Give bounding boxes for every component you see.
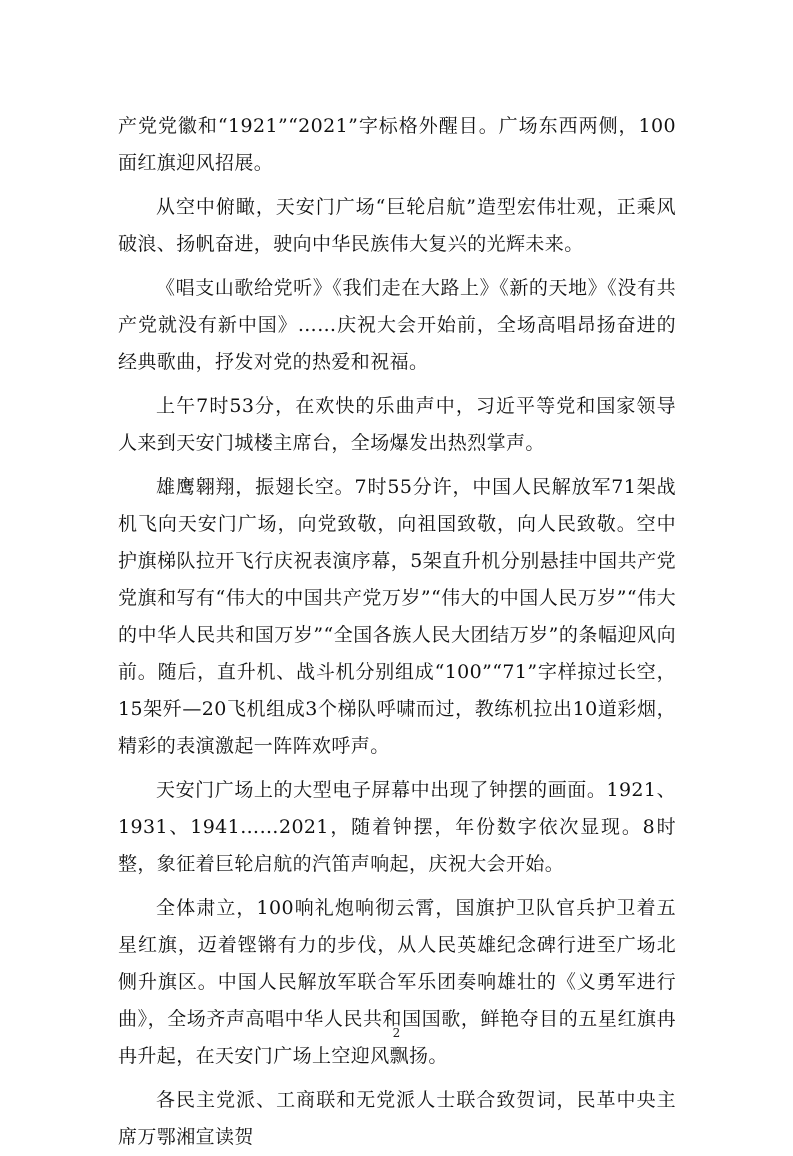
paragraph-aerial-view: 从空中俯瞰，天安门广场“巨轮启航”造型宏伟壮观，正乘风破浪、扬帆奋进，驶向中华民族伟大复兴的光辉未来。 [118,196,676,255]
page-number: 2 [392,1026,401,1040]
document-body [118,108,676,1156]
paragraph-leaders-arrive: 上午7时53分，在欢快的乐曲声中，习近平等党和国家领导人来到天安门城楼主席台，全场爆发出热烈掌声。 [118,395,676,454]
paragraph-songs: 《唱支山歌给党听》《我们走在大路上》《新的天地》《没有共产党就没有新中国》……庆祝大会开始前，全场高唱昂扬奋进的经典歌曲，抒发对党的热爱和祝福。 [118,277,676,373]
paragraph-congratulations: 各民主党派、工商联和无党派人士联合致贺词，民革中央主席万鄂湘宣读贺 [118,1089,676,1148]
paragraph-continuation: 产党党徽和“1921”“2021”字标格外醒目。广场东西两侧，100面红旗迎风招展。 [118,115,676,174]
paragraph-flag-raising: 全体肃立，100响礼炮响彻云霄，国旗护卫队官兵护卫着五星红旗，迈着铿锵有力的步伐，从人民英雄纪念碑行进至广场北侧升旗区。中国人民解放军联合军乐团奏响雄壮的《义勇军进行曲》，全场齐声高唱中华人民共和国国歌，鲜艳夺目的五星红旗冉冉升起，在天安门广场上空迎风飘扬。 [118,897,676,1067]
paragraph-flyover: 雄鹰翱翔，振翅长空。7时55分许，中国人民解放军71架战机飞向天安门广场，向党致敬，向祖国致敬，向人民致敬。空中护旗梯队拉开飞行庆祝表演序幕，5架直升机分别悬挂中国共产党党旗和写有“伟大的中国共产党万岁”“伟大的中国人民万岁”“伟大的中华人民共和国万岁”“全国各族人民大团结万岁”的条幅迎风向前。随后，直升机、战斗机分别组成“100”“71”字样掠过长空，15架歼—20飞机组成3个梯队呼啸而过，教练机拉出10道彩烟，精彩的表演激起一阵阵欢呼声。 [118,476,676,757]
paragraph-pendulum: 天安门广场上的大型电子屏幕中出现了钟摆的画面。1921、1931、1941……2021，随着钟摆，年份数字依次显现。8时整，象征着巨轮启航的汽笛声响起，庆祝大会开始。 [118,779,676,875]
